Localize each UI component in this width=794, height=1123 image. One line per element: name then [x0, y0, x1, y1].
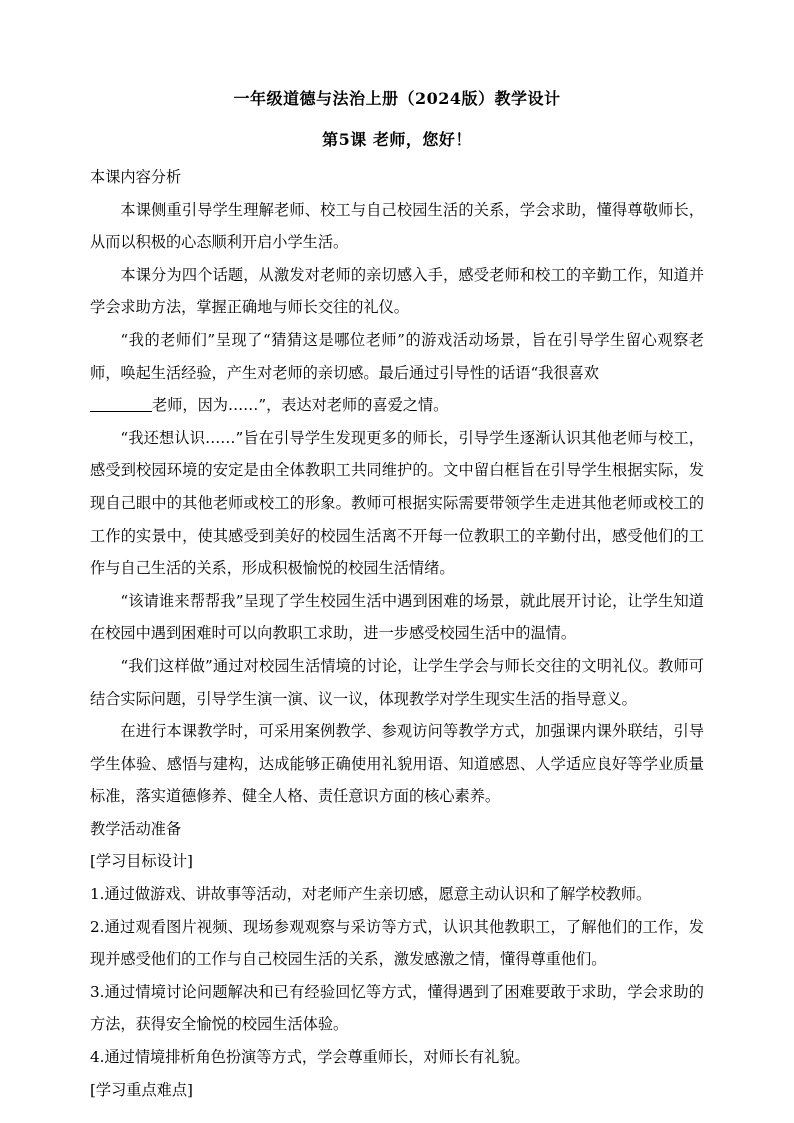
analysis-heading: 本课内容分析 — [90, 168, 182, 186]
goal-1: 1.通过做游戏、讲故事等活动，对老师产生亲切感，愿意主动认识和了解学校教师。 — [90, 885, 652, 904]
paragraph-6: “我们这样做”通过对校园生活情境的讨论，让学生学会与师长交往的文明礼仪。教师可结合实际问题，引导学生演一演、议一议，体现教学对学生现实生活的指导意义。 — [90, 656, 704, 708]
goals-heading: [学习目标设计] — [90, 852, 193, 871]
paragraph-3 — [90, 324, 704, 422]
document-title: 一年级道德与法治上册（2024版）教学设计 — [233, 89, 561, 108]
goal-2: 2.通过观看图片视频、现场参观观察与采访等方式，认识其他教职工，了解他们的工作，发现并感受他们的工作与自己校园生活的关系，激发感激之情，懂得尊重他们。 — [90, 917, 704, 969]
fill-blank — [90, 395, 152, 412]
paragraph-4: “我还想认识……”旨在引导学生发现更多的师长，引导学生逐渐认识其他老师与校工，感受到校园环境的安定是由全体教职工共同维护的。文中留白框旨在引导学生根据实际，发现自己眼中的其他老师或校工的形象。教师可根据实际需要带领学生走进其他老师或校工的工作的实景中，使其感受到美好的校园生活离不开每一位教职工的辛勤付出，感受他们的工作与自己生活的关系，形成积极愉悦的校园生活情绪。 — [90, 428, 704, 578]
paragraph-3-part-b: 老师，因为……”，表达对老师的喜爱之情。 — [152, 396, 449, 415]
goal-4: 4.通过情境排析角色扮演等方式，学会尊重师长，对师长有礼貌。 — [90, 1048, 530, 1067]
paragraph-5: “该请谁来帮帮我”呈现了学生校园生活中遇到困难的场景，就此展开讨论，让学生知道在校园中遇到困难时可以向教职工求助，进一步感受校园生活中的温情。 — [90, 591, 704, 643]
paragraph-3-part-a: “我的老师们”呈现了“猜猜这是哪位老师”的游戏活动场景，旨在引导学生留心观察老师，唤起生活经验，产生对老师的亲切感。最后通过引导性的话语“我很喜欢 — [90, 330, 704, 382]
paragraph-1: 本课侧重引导学生理解老师、校工与自己校园生活的关系，学会求助，懂得尊敬师长，从而以积极的心态顺利开启小学生活。 — [90, 200, 704, 252]
paragraph-7: 在进行本课教学时，可采用案例教学、参观访问等教学方式，加强课内课外联结，引导学生体验、感悟与建构，达成能够正确使用礼貌用语、知道感恩、人学适应良好等学业质量标准，落实道德修养、健全人格、责任意识方面的核心素养。 — [90, 722, 704, 806]
prep-heading: 教学活动准备 — [90, 819, 182, 838]
goal-3: 3.通过情境讨论问题解决和已有经验回忆等方式，懂得遇到了困难要敢于求助，学会求助的方法，获得安全愉悦的校园生活体验。 — [90, 982, 704, 1034]
paragraph-2: 本课分为四个话题，从激发对老师的亲切感入手，感受老师和校工的辛勤工作，知道并学会求助方法，掌握正确地与师长交往的礼仪。 — [90, 265, 704, 317]
key-difficulty-heading: [学习重点难点] — [90, 1080, 193, 1099]
document-body — [90, 161, 704, 1106]
lesson-title: 第5课 老师，您好！ — [322, 130, 472, 149]
